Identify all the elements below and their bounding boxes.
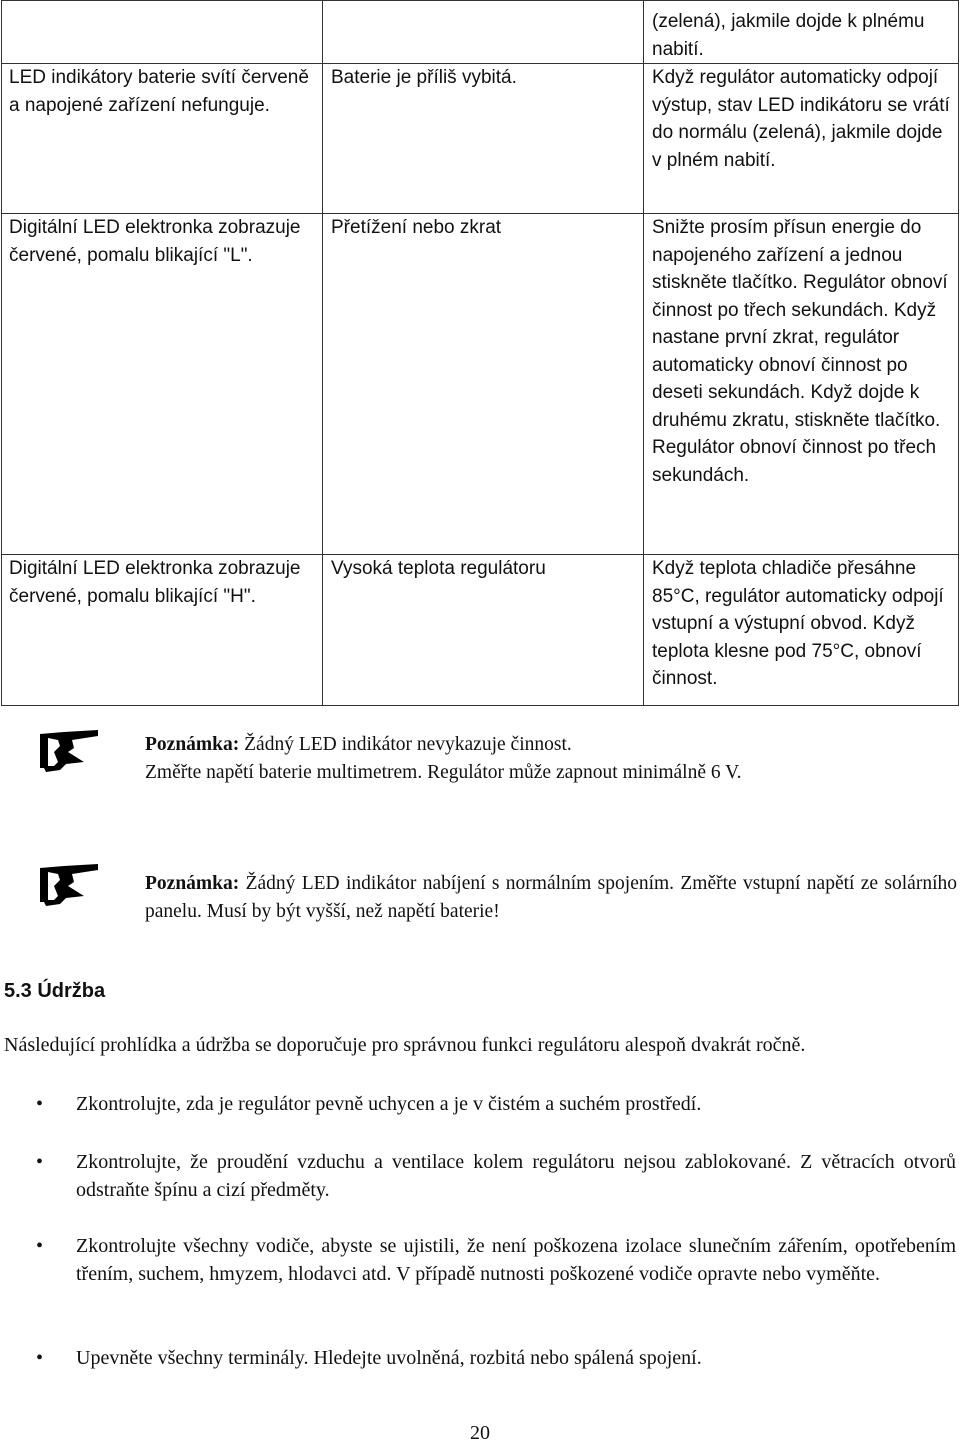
note-label: Poznámka: (145, 734, 240, 755)
cause-cell: Vysoká teplota regulátoru (323, 555, 644, 706)
note-text: Změřte napětí baterie multimetrem. Regulátor může zapnout minimálně 6 V. (145, 762, 742, 783)
bullet-icon: • (36, 1347, 44, 1369)
list-item-text: Upevněte všechny terminály. Hledejte uvolněná, rozbitá nebo spálená spojení. (76, 1347, 702, 1369)
table-row (2, 214, 959, 555)
table-row (2, 1, 959, 64)
pointing-hand-icon (38, 728, 100, 778)
symptom-cell (2, 1, 323, 64)
note-text: Žádný LED indikátor nevykazuje činnost. (239, 734, 572, 755)
note-2 (145, 870, 957, 926)
note-1 (145, 731, 742, 787)
list-item-text: Zkontrolujte všechny vodiče, abyste se ujistili, že není poškozena izolace slunečním zářením, opotřebením třením, suchem, hmyzem, hlodavci atd. V případě nutnosti poškozené vodiče opravte nebo vyměňte. (76, 1235, 956, 1285)
note-text: Žádný LED indikátor nabíjení s normálním spojením. Změřte vstupní napětí ze solárního panelu. Musí by být vyšší, než napětí baterie! (145, 873, 957, 922)
cause-cell: Baterie je příliš vybitá. (323, 64, 644, 214)
cause-cell: Přetížení nebo zkrat (323, 214, 644, 555)
remedy-cell: Když regulátor automaticky odpojí výstup, stav LED indikátoru se vrátí do normálu (zelená), jakmile dojde v plném nabití. (644, 64, 959, 214)
table-row (2, 64, 959, 214)
bullet-icon: • (36, 1151, 44, 1173)
remedy-cell: (zelená), jakmile dojde k plnému nabití. (644, 1, 959, 64)
symptom-cell: Digitální LED elektronka zobrazuje červené, pomalu blikající "H". (2, 555, 323, 706)
pointing-hand-icon (38, 862, 100, 912)
troubleshooting-table (1, 0, 959, 706)
section-heading: 5.3 Údržba (4, 980, 106, 1002)
list-item-text: Zkontrolujte, že proudění vzduchu a ventilace kolem regulátoru nejsou zablokované. Z větracích otvorů odstraňte špínu a cizí předměty. (76, 1151, 956, 1201)
table-row (2, 555, 959, 706)
bullet-icon: • (36, 1235, 44, 1257)
list-item-text: Zkontrolujte, zda je regulátor pevně uchycen a je v čistém a suchém prostředí. (76, 1093, 702, 1115)
symptom-cell: Digitální LED elektronka zobrazuje červené, pomalu blikající "L". (2, 214, 323, 555)
bullet-icon: • (36, 1093, 44, 1115)
section-intro: Následující prohlídka a údržba se doporučuje pro správnou funkci regulátoru alespoň dvakrát ročně. (4, 1034, 806, 1056)
symptom-cell: LED indikátory baterie svítí červeně a napojené zařízení nefunguje. (2, 64, 323, 214)
page-number: 20 (470, 1422, 490, 1444)
cause-cell (323, 1, 644, 64)
remedy-cell: Když teplota chladiče přesáhne 85°C, regulátor automaticky odpojí vstupní a výstupní obvod. Když teplota klesne pod 75°C, obnoví činnost. (644, 555, 959, 706)
note-label: Poznámka: (145, 873, 240, 894)
remedy-cell: Snižte prosím přísun energie do napojeného zařízení a jednou stiskněte tlačítko. Regulátor obnoví činnost po třech sekundách. Když nastane první zkrat, regulátor automaticky obnoví činnost po deseti sekundách. Když dojde k druhému zkratu, stiskněte tlačítko. Regulátor obnoví činnost po třech sekundách. (644, 214, 959, 555)
